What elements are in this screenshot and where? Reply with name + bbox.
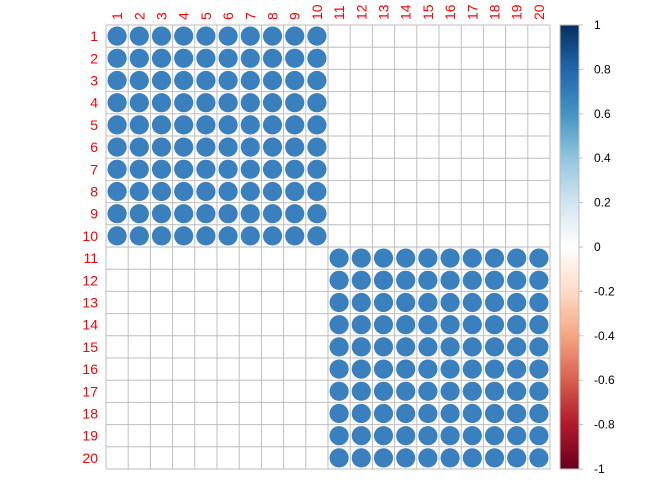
correlation-circle-7-9 xyxy=(285,160,304,179)
column-label-18: 18 xyxy=(486,4,503,20)
correlation-circle-16-13 xyxy=(374,360,393,379)
correlation-circle-20-16 xyxy=(441,448,460,467)
column-label-17: 17 xyxy=(464,4,481,20)
correlation-circle-20-18 xyxy=(485,448,504,467)
correlation-circle-18-11 xyxy=(330,404,349,423)
row-labels xyxy=(82,28,98,466)
correlation-circle-16-18 xyxy=(485,360,504,379)
row-label-20: 20 xyxy=(82,449,98,466)
column-label-11: 11 xyxy=(331,5,348,20)
row-label-14: 14 xyxy=(82,316,98,333)
correlation-circle-20-20 xyxy=(529,448,548,467)
correlation-circle-3-5 xyxy=(196,71,215,90)
colorbar-tick-label: 0.8 xyxy=(594,62,611,77)
correlation-circle-12-19 xyxy=(507,271,526,290)
correlation-circle-13-20 xyxy=(529,293,548,312)
correlation-circle-3-2 xyxy=(130,71,149,90)
correlation-circle-9-3 xyxy=(152,204,171,223)
correlation-circle-18-12 xyxy=(352,404,371,423)
correlation-circle-10-5 xyxy=(196,226,215,245)
correlation-circle-9-2 xyxy=(130,204,149,223)
correlation-circle-4-4 xyxy=(174,93,193,112)
colorbar-tick-label: 0.4 xyxy=(594,151,611,166)
correlation-circle-13-11 xyxy=(330,293,349,312)
correlation-circle-20-14 xyxy=(396,448,415,467)
correlation-circle-5-9 xyxy=(285,115,304,134)
correlation-circle-6-7 xyxy=(241,138,260,157)
column-label-20: 20 xyxy=(530,4,547,20)
correlation-circle-16-20 xyxy=(529,360,548,379)
correlation-circle-19-20 xyxy=(529,426,548,445)
column-label-6: 6 xyxy=(220,12,237,20)
column-label-16: 16 xyxy=(442,4,459,20)
correlation-circle-14-19 xyxy=(507,315,526,334)
correlation-circle-14-12 xyxy=(352,315,371,334)
correlation-circle-7-7 xyxy=(241,160,260,179)
correlation-circle-17-13 xyxy=(374,382,393,401)
row-label-4: 4 xyxy=(90,94,98,111)
correlation-circle-9-6 xyxy=(219,204,238,223)
correlation-circle-8-3 xyxy=(152,182,171,201)
column-label-5: 5 xyxy=(197,12,214,20)
correlation-circle-12-20 xyxy=(529,271,548,290)
correlation-circle-13-15 xyxy=(418,293,437,312)
correlation-circle-12-17 xyxy=(463,271,482,290)
correlation-circle-2-1 xyxy=(108,49,127,68)
colorbar-gradient xyxy=(560,25,579,469)
correlation-circle-1-6 xyxy=(219,26,238,45)
correlation-circle-4-3 xyxy=(152,93,171,112)
correlation-circle-11-20 xyxy=(529,249,548,268)
correlation-circle-8-9 xyxy=(285,182,304,201)
correlation-circle-14-16 xyxy=(441,315,460,334)
column-label-19: 19 xyxy=(508,4,525,20)
correlation-circle-10-7 xyxy=(241,226,260,245)
correlation-circle-14-11 xyxy=(330,315,349,334)
correlation-circle-13-16 xyxy=(441,293,460,312)
correlation-circle-16-11 xyxy=(330,360,349,379)
column-label-15: 15 xyxy=(419,4,436,20)
correlation-circle-7-8 xyxy=(263,160,282,179)
correlation-circle-17-17 xyxy=(463,382,482,401)
correlation-circle-10-8 xyxy=(263,226,282,245)
correlation-circle-13-14 xyxy=(396,293,415,312)
correlation-circle-8-5 xyxy=(196,182,215,201)
colorbar-tick-label: -0.6 xyxy=(594,373,615,388)
correlation-circle-15-17 xyxy=(463,337,482,356)
correlation-circle-20-13 xyxy=(374,448,393,467)
column-label-13: 13 xyxy=(375,4,392,20)
correlation-circle-2-5 xyxy=(196,49,215,68)
correlation-circle-5-6 xyxy=(219,115,238,134)
correlation-circle-18-20 xyxy=(529,404,548,423)
correlation-circle-1-8 xyxy=(263,26,282,45)
colorbar-tick-label: -1 xyxy=(594,462,605,476)
correlation-circle-7-6 xyxy=(219,160,238,179)
correlation-circle-1-1 xyxy=(108,26,127,45)
correlation-circle-18-13 xyxy=(374,404,393,423)
row-label-6: 6 xyxy=(90,139,98,156)
correlation-circle-17-16 xyxy=(441,382,460,401)
correlation-circle-18-18 xyxy=(485,404,504,423)
correlation-circle-4-9 xyxy=(285,93,304,112)
correlation-circle-14-17 xyxy=(463,315,482,334)
correlation-circle-16-14 xyxy=(396,360,415,379)
column-label-4: 4 xyxy=(175,12,192,20)
correlation-circle-4-2 xyxy=(130,93,149,112)
correlation-circle-14-20 xyxy=(529,315,548,334)
correlation-circle-7-5 xyxy=(196,160,215,179)
correlation-circle-18-19 xyxy=(507,404,526,423)
correlation-circle-16-16 xyxy=(441,360,460,379)
correlation-circle-15-18 xyxy=(485,337,504,356)
colorbar-tick-label: 0 xyxy=(594,240,601,254)
row-label-19: 19 xyxy=(82,427,98,444)
correlation-circle-17-11 xyxy=(330,382,349,401)
correlation-circle-12-15 xyxy=(418,271,437,290)
correlation-circle-9-4 xyxy=(174,204,193,223)
correlation-circle-2-8 xyxy=(263,49,282,68)
correlation-circle-11-13 xyxy=(374,249,393,268)
correlation-circle-15-13 xyxy=(374,337,393,356)
correlation-circle-8-4 xyxy=(174,182,193,201)
colorbar-tick-label: -0.4 xyxy=(594,328,615,343)
row-label-18: 18 xyxy=(82,405,98,422)
correlation-circle-3-10 xyxy=(307,71,326,90)
correlation-circle-11-17 xyxy=(463,249,482,268)
row-label-2: 2 xyxy=(90,50,98,67)
correlation-circle-8-7 xyxy=(241,182,260,201)
correlation-circle-15-11 xyxy=(330,337,349,356)
correlation-circle-13-19 xyxy=(507,293,526,312)
correlation-circle-10-2 xyxy=(130,226,149,245)
correlation-circle-17-15 xyxy=(418,382,437,401)
correlation-circle-11-12 xyxy=(352,249,371,268)
correlation-circle-20-17 xyxy=(463,448,482,467)
correlation-circle-7-2 xyxy=(130,160,149,179)
correlation-circle-7-10 xyxy=(307,160,326,179)
correlation-circle-3-9 xyxy=(285,71,304,90)
correlation-circle-16-19 xyxy=(507,360,526,379)
correlation-circle-6-3 xyxy=(152,138,171,157)
correlation-circle-14-14 xyxy=(396,315,415,334)
correlation-circle-17-18 xyxy=(485,382,504,401)
correlation-circle-15-16 xyxy=(441,337,460,356)
correlation-circle-9-9 xyxy=(285,204,304,223)
correlation-circle-14-15 xyxy=(418,315,437,334)
correlation-circle-4-5 xyxy=(196,93,215,112)
column-label-14: 14 xyxy=(397,4,414,20)
row-label-9: 9 xyxy=(90,205,98,222)
correlation-circle-8-1 xyxy=(108,182,127,201)
correlation-circle-11-14 xyxy=(396,249,415,268)
correlation-circle-12-12 xyxy=(352,271,371,290)
correlation-circle-17-19 xyxy=(507,382,526,401)
column-label-7: 7 xyxy=(242,12,259,20)
correlation-circle-2-2 xyxy=(130,49,149,68)
colorbar xyxy=(560,18,615,476)
correlation-circle-3-3 xyxy=(152,71,171,90)
correlation-circle-19-12 xyxy=(352,426,371,445)
correlation-circle-12-16 xyxy=(441,271,460,290)
correlation-circle-13-13 xyxy=(374,293,393,312)
correlation-circle-16-12 xyxy=(352,360,371,379)
correlation-circle-8-6 xyxy=(219,182,238,201)
correlation-circle-3-4 xyxy=(174,71,193,90)
correlation-circle-6-8 xyxy=(263,138,282,157)
correlation-circle-5-10 xyxy=(307,115,326,134)
correlation-circle-10-1 xyxy=(108,226,127,245)
correlation-circle-11-16 xyxy=(441,249,460,268)
correlation-circle-4-7 xyxy=(241,93,260,112)
correlation-circle-12-18 xyxy=(485,271,504,290)
correlation-circle-18-14 xyxy=(396,404,415,423)
correlation-circle-18-16 xyxy=(441,404,460,423)
correlation-circle-14-13 xyxy=(374,315,393,334)
correlation-circle-4-8 xyxy=(263,93,282,112)
correlation-circle-4-6 xyxy=(219,93,238,112)
correlation-circle-15-19 xyxy=(507,337,526,356)
correlation-circle-8-2 xyxy=(130,182,149,201)
column-labels xyxy=(109,4,547,20)
correlation-circle-3-1 xyxy=(108,71,127,90)
correlation-circle-18-17 xyxy=(463,404,482,423)
correlation-circle-10-3 xyxy=(152,226,171,245)
correlation-circle-2-3 xyxy=(152,49,171,68)
correlation-circle-15-20 xyxy=(529,337,548,356)
correlation-circle-4-10 xyxy=(307,93,326,112)
correlation-circle-10-9 xyxy=(285,226,304,245)
correlation-circle-6-1 xyxy=(108,138,127,157)
column-label-10: 10 xyxy=(308,4,325,20)
correlation-circle-19-18 xyxy=(485,426,504,445)
correlation-circle-13-18 xyxy=(485,293,504,312)
correlation-circle-19-19 xyxy=(507,426,526,445)
correlation-circle-16-17 xyxy=(463,360,482,379)
correlation-circle-18-15 xyxy=(418,404,437,423)
correlation-circle-10-6 xyxy=(219,226,238,245)
correlation-circle-1-3 xyxy=(152,26,171,45)
colorbar-tick-label: -0.8 xyxy=(594,417,615,432)
correlation-circle-5-4 xyxy=(174,115,193,134)
column-label-8: 8 xyxy=(264,12,281,20)
correlation-circle-1-4 xyxy=(174,26,193,45)
column-label-3: 3 xyxy=(153,12,170,20)
correlation-circle-3-7 xyxy=(241,71,260,90)
correlation-circle-5-5 xyxy=(196,115,215,134)
correlation-circle-2-7 xyxy=(241,49,260,68)
row-label-5: 5 xyxy=(90,116,98,133)
correlation-circle-5-8 xyxy=(263,115,282,134)
correlation-circle-14-18 xyxy=(485,315,504,334)
correlation-circle-1-7 xyxy=(241,26,260,45)
correlation-circle-16-15 xyxy=(418,360,437,379)
correlation-circle-1-5 xyxy=(196,26,215,45)
correlation-circle-11-18 xyxy=(485,249,504,268)
correlation-circle-13-17 xyxy=(463,293,482,312)
correlation-circle-12-11 xyxy=(330,271,349,290)
row-label-11: 11 xyxy=(83,250,98,267)
correlation-circle-4-1 xyxy=(108,93,127,112)
correlation-circle-6-2 xyxy=(130,138,149,157)
correlation-circle-6-10 xyxy=(307,138,326,157)
row-label-17: 17 xyxy=(82,383,98,400)
row-label-16: 16 xyxy=(82,361,98,378)
correlation-circle-10-4 xyxy=(174,226,193,245)
correlation-circle-5-1 xyxy=(108,115,127,134)
correlation-circle-17-14 xyxy=(396,382,415,401)
correlation-circle-1-9 xyxy=(285,26,304,45)
correlation-circle-6-6 xyxy=(219,138,238,157)
correlation-circle-6-9 xyxy=(285,138,304,157)
correlation-circle-17-20 xyxy=(529,382,548,401)
correlation-circle-1-2 xyxy=(130,26,149,45)
correlation-circle-15-14 xyxy=(396,337,415,356)
correlation-circle-3-8 xyxy=(263,71,282,90)
correlation-circle-20-15 xyxy=(418,448,437,467)
correlation-circle-19-11 xyxy=(330,426,349,445)
correlation-circle-5-7 xyxy=(241,115,260,134)
colorbar-tick-label: -0.2 xyxy=(594,284,615,299)
correlation-circle-12-14 xyxy=(396,271,415,290)
correlation-circle-9-1 xyxy=(108,204,127,223)
correlation-circle-17-12 xyxy=(352,382,371,401)
correlation-circle-13-12 xyxy=(352,293,371,312)
row-label-8: 8 xyxy=(90,183,98,200)
colorbar-tick-label: 0.6 xyxy=(594,106,611,121)
column-label-9: 9 xyxy=(286,12,303,20)
row-label-15: 15 xyxy=(82,338,98,355)
row-label-10: 10 xyxy=(82,227,98,244)
colorbar-tick-label: 0.2 xyxy=(594,195,611,210)
correlation-circle-20-11 xyxy=(330,448,349,467)
correlation-circle-15-15 xyxy=(418,337,437,356)
correlation-circle-19-14 xyxy=(396,426,415,445)
correlation-circle-5-2 xyxy=(130,115,149,134)
correlation-circle-19-13 xyxy=(374,426,393,445)
correlation-circle-6-4 xyxy=(174,138,193,157)
correlation-circle-11-15 xyxy=(418,249,437,268)
correlation-circle-11-11 xyxy=(330,249,349,268)
grid xyxy=(106,25,550,469)
correlation-circle-19-16 xyxy=(441,426,460,445)
correlation-circle-7-3 xyxy=(152,160,171,179)
row-label-1: 1 xyxy=(90,28,98,45)
row-label-7: 7 xyxy=(90,161,98,178)
correlation-circle-9-8 xyxy=(263,204,282,223)
correlation-circle-9-7 xyxy=(241,204,260,223)
correlation-circle-19-15 xyxy=(418,426,437,445)
correlation-circle-11-19 xyxy=(507,249,526,268)
correlation-circle-5-3 xyxy=(152,115,171,134)
correlation-circle-10-10 xyxy=(307,226,326,245)
column-label-12: 12 xyxy=(353,4,370,20)
correlation-circle-6-5 xyxy=(196,138,215,157)
correlation-circle-20-19 xyxy=(507,448,526,467)
correlation-circle-2-9 xyxy=(285,49,304,68)
correlation-circle-12-13 xyxy=(374,271,393,290)
column-label-2: 2 xyxy=(131,12,148,20)
correlation-circle-9-10 xyxy=(307,204,326,223)
row-label-12: 12 xyxy=(82,272,98,289)
correlation-circle-3-6 xyxy=(219,71,238,90)
row-label-13: 13 xyxy=(82,294,98,311)
correlation-circle-1-10 xyxy=(307,26,326,45)
correlation-circle-8-8 xyxy=(263,182,282,201)
correlation-circle-2-6 xyxy=(219,49,238,68)
correlation-circle-2-10 xyxy=(307,49,326,68)
row-label-3: 3 xyxy=(90,72,98,89)
correlation-circle-7-1 xyxy=(108,160,127,179)
correlation-circle-19-17 xyxy=(463,426,482,445)
correlation-circle-9-5 xyxy=(196,204,215,223)
correlation-circle-20-12 xyxy=(352,448,371,467)
correlation-circle-7-4 xyxy=(174,160,193,179)
correlation-circle-2-4 xyxy=(174,49,193,68)
column-label-1: 1 xyxy=(109,12,126,20)
correlation-circle-8-10 xyxy=(307,182,326,201)
correlation-circle-15-12 xyxy=(352,337,371,356)
colorbar-tick-label: 1 xyxy=(594,18,601,32)
